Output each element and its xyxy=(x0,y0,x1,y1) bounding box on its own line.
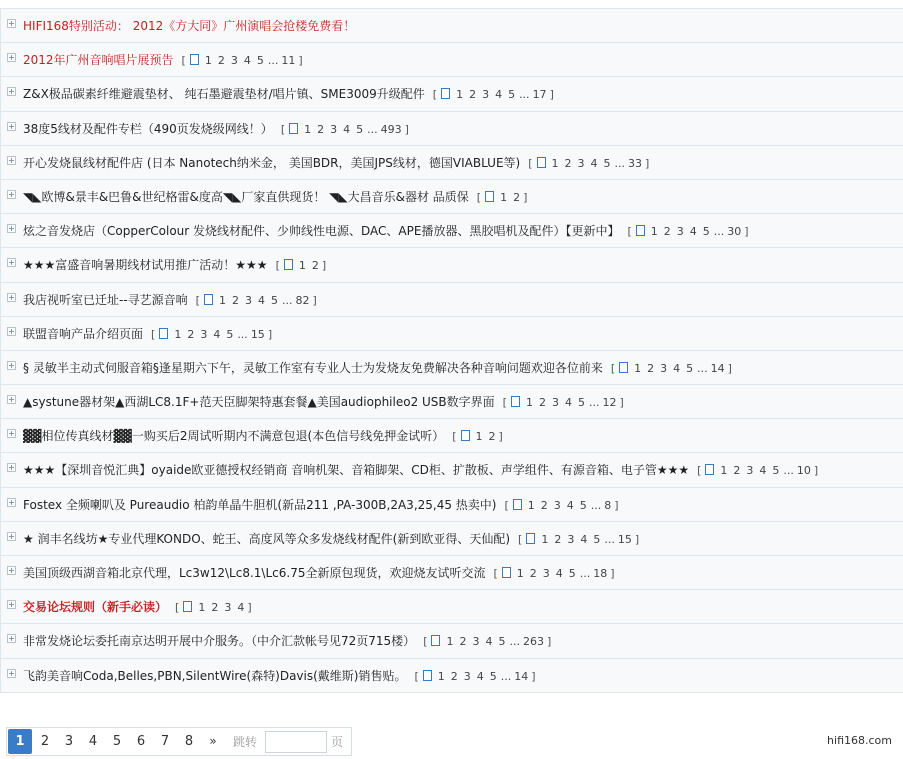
thread-title-line xyxy=(23,18,355,34)
thread-title-line xyxy=(23,565,615,582)
expand-icon[interactable] xyxy=(7,395,16,404)
thread-title-line xyxy=(23,292,317,309)
thread-page-link[interactable]: 4 xyxy=(673,361,681,375)
thread-page-links: [ 1 2 3 4 5 ... 493 ] xyxy=(280,122,409,136)
thread-page-link[interactable]: 4 xyxy=(343,122,351,136)
thread-page-link[interactable]: 2 xyxy=(529,567,537,580)
site-watermark: hifi168.com xyxy=(827,734,892,747)
page-link[interactable]: 3 xyxy=(64,734,74,749)
thread-page-link[interactable]: 3 xyxy=(482,88,490,102)
thread-title-link[interactable]: ◥◣欧博&景丰&巴鲁&世纪格雷&度高◥◣厂家直供现货！ ◥◣大昌音乐&器材 品质保 xyxy=(23,189,469,204)
thread-page-links: [ 1 2 3 4 5 ... 18 ] xyxy=(493,567,615,580)
thread-row xyxy=(0,9,903,43)
thread-page-link[interactable]: 3 xyxy=(542,567,550,580)
thread-page-links: [ 1 2 3 4 ] xyxy=(175,601,252,615)
thread-page-link[interactable]: 2 xyxy=(317,122,325,136)
multipage-icon xyxy=(513,499,522,510)
thread-title-link[interactable]: ▓▓相位传真线材▓▓一购买后2周试听期内不满意包退(本色信号线免押金试听） xyxy=(23,429,445,444)
expand-icon[interactable] xyxy=(7,600,16,609)
thread-page-links: [ 1 2 3 4 5 ... 8 ] xyxy=(504,498,619,512)
thread-page-link[interactable]: 5 xyxy=(603,156,611,170)
expand-icon[interactable] xyxy=(7,669,16,678)
thread-page-link[interactable]: 1 xyxy=(551,156,559,170)
thread-page-link[interactable]: 3 xyxy=(472,635,480,649)
thread-row xyxy=(0,317,903,351)
thread-title-link[interactable]: 2012年广州音响唱片展预告 xyxy=(23,53,174,68)
thread-title-line xyxy=(23,428,503,445)
thread-page-links: [ 1 2 3 4 5 ... 15 ] xyxy=(151,327,273,341)
thread-title-link[interactable]: 开心发烧鼠线材配件店 (日本 Nanotech纳米金， 美国BDR，美国JPS线材，德国VIABLUE等) xyxy=(23,155,521,170)
multipage-icon xyxy=(537,157,546,168)
thread-page-link[interactable]: 3 xyxy=(244,293,252,307)
thread-page-link[interactable]: 4 xyxy=(689,225,697,239)
jump-page-input[interactable] xyxy=(265,731,327,753)
thread-title-line xyxy=(23,497,619,514)
thread-page-link[interactable]: 2 xyxy=(469,88,477,102)
thread-last-page-link[interactable]: 18 xyxy=(593,567,608,580)
thread-row xyxy=(0,180,903,214)
page-link[interactable]: 5 xyxy=(112,734,122,749)
multipage-icon xyxy=(289,123,298,134)
thread-page-link[interactable]: 3 xyxy=(224,601,232,615)
page-link[interactable]: 2 xyxy=(40,734,50,749)
thread-title-link[interactable]: 38度5线材及配件专栏（490页发烧级网线！） xyxy=(23,121,273,136)
thread-page-link[interactable]: 4 xyxy=(476,669,484,683)
thread-page-link[interactable]: 3 xyxy=(200,327,208,341)
expand-icon[interactable] xyxy=(7,463,16,472)
thread-page-link[interactable]: 1 xyxy=(446,635,454,649)
thread-page-link[interactable]: 2 xyxy=(647,361,655,375)
thread-row xyxy=(0,351,903,385)
expand-icon[interactable] xyxy=(7,190,16,199)
thread-page-link[interactable]: 5 xyxy=(256,54,264,68)
thread-page-link[interactable]: 3 xyxy=(463,669,471,683)
thread-title-link[interactable]: 我店视听室已迁址--寻艺源音响 xyxy=(23,292,188,307)
thread-page-links: [ 1 2 3 4 5 ... 82 ] xyxy=(195,293,317,307)
thread-page-link[interactable]: 5 xyxy=(270,293,278,307)
thread-page-link[interactable]: 5 xyxy=(226,327,234,341)
thread-row xyxy=(0,283,903,317)
thread-row xyxy=(0,385,903,419)
thread-page-link[interactable]: 4 xyxy=(564,396,572,410)
multipage-icon xyxy=(204,294,213,305)
thread-title-link[interactable]: HIFI168特别活动： 2012《方大同》广州演唱会抢楼免费看！ xyxy=(23,19,356,33)
thread-page-link[interactable]: 2 xyxy=(217,54,225,68)
thread-page-link[interactable]: 4 xyxy=(590,156,598,170)
thread-title-line xyxy=(23,257,326,274)
thread-last-page-link[interactable]: 8 xyxy=(604,498,612,512)
thread-row xyxy=(0,214,903,248)
thread-last-page-link[interactable]: 30 xyxy=(727,225,742,239)
thread-page-link[interactable]: 5 xyxy=(579,498,587,512)
thread-page-link[interactable]: 2 xyxy=(540,498,548,512)
thread-last-page-link[interactable]: 33 xyxy=(628,156,643,170)
expand-icon[interactable] xyxy=(7,498,16,507)
multipage-icon xyxy=(441,88,450,99)
multipage-icon xyxy=(705,464,714,475)
thread-page-link[interactable]: 2 xyxy=(450,669,458,683)
multipage-icon xyxy=(502,567,511,578)
thread-last-page-link[interactable]: 263 xyxy=(522,635,544,649)
expand-icon[interactable] xyxy=(7,327,16,336)
thread-title-line xyxy=(23,599,252,616)
thread-title-line xyxy=(23,121,409,138)
multipage-icon xyxy=(190,54,199,65)
thread-row xyxy=(0,77,903,111)
thread-page-link[interactable]: 4 xyxy=(213,327,221,341)
thread-page-link[interactable]: 5 xyxy=(356,122,364,136)
thread-page-link[interactable]: 2 xyxy=(554,532,562,546)
thread-title-line xyxy=(23,462,818,479)
thread-row xyxy=(0,659,903,693)
thread-page-link[interactable]: 4 xyxy=(759,464,767,478)
thread-title-line xyxy=(23,155,649,172)
multipage-icon xyxy=(284,259,293,270)
thread-page-link[interactable]: 5 xyxy=(593,532,601,546)
page-links xyxy=(33,729,201,754)
expand-icon[interactable] xyxy=(7,429,16,438)
thread-page-links: [ 1 2 3 4 5 ... 33 ] xyxy=(528,156,650,170)
pagination xyxy=(6,727,352,756)
expand-icon[interactable] xyxy=(7,532,16,541)
multipage-icon xyxy=(511,396,520,407)
thread-page-link[interactable]: 1 xyxy=(304,122,312,136)
thread-last-page-link[interactable]: 14 xyxy=(514,669,529,683)
thread-page-links: [ 1 2 3 4 5 ... 10 ] xyxy=(697,464,819,478)
thread-page-link[interactable]: 5 xyxy=(508,88,516,102)
thread-page-link[interactable]: 3 xyxy=(746,464,754,478)
thread-page-links: [ 1 2 ] xyxy=(476,190,528,204)
multipage-icon xyxy=(526,533,535,544)
page-link[interactable]: 7 xyxy=(160,734,170,749)
thread-page-link[interactable]: 3 xyxy=(676,225,684,239)
thread-page-links: [ 1 2 3 4 5 ... 14 ] xyxy=(610,361,732,375)
thread-page-link[interactable]: 1 xyxy=(174,327,182,341)
thread-page-link[interactable]: 3 xyxy=(330,122,338,136)
thread-page-link[interactable]: 1 xyxy=(525,396,533,410)
thread-title-link[interactable]: 交易论坛规则（新手必读） xyxy=(23,600,168,615)
multipage-icon xyxy=(485,191,494,202)
thread-page-link[interactable]: 4 xyxy=(555,567,563,580)
thread-page-link[interactable]: 3 xyxy=(553,498,561,512)
multipage-icon xyxy=(183,601,192,612)
thread-page-link[interactable]: 4 xyxy=(566,498,574,512)
thread-page-link[interactable]: 1 xyxy=(527,498,535,512)
thread-title-line xyxy=(23,633,551,650)
thread-page-link[interactable]: 3 xyxy=(577,156,585,170)
thread-row xyxy=(0,624,903,658)
thread-page-link[interactable]: 1 xyxy=(204,54,212,68)
thread-page-link[interactable]: 5 xyxy=(702,225,710,239)
thread-last-page-link[interactable]: 11 xyxy=(281,54,296,68)
thread-page-link[interactable]: 5 xyxy=(498,635,506,649)
thread-page-link[interactable]: 5 xyxy=(489,669,497,683)
thread-page-link[interactable]: 2 xyxy=(459,635,467,649)
multipage-icon xyxy=(431,635,440,646)
thread-page-link[interactable]: 4 xyxy=(495,88,503,102)
expand-icon[interactable] xyxy=(7,122,16,131)
expand-icon[interactable] xyxy=(7,156,16,165)
thread-row xyxy=(0,419,903,453)
thread-page-link[interactable]: 1 xyxy=(720,464,728,478)
page-current[interactable]: 1 xyxy=(8,729,32,754)
thread-title-link[interactable]: ★★★富盛音响暑期线材试用推广活动！★★★ xyxy=(23,258,268,273)
thread-page-link[interactable]: 1 xyxy=(634,361,642,375)
thread-title-link[interactable]: Z&X极品碳素纤维避震垫材、 纯石墨避震垫材/唱片镇、SME3009升级配件 xyxy=(23,87,425,102)
expand-icon[interactable] xyxy=(7,566,16,575)
thread-page-link[interactable]: 2 xyxy=(211,601,219,615)
thread-title-line xyxy=(23,668,536,685)
thread-title-link[interactable]: ▲systune器材架▲西湖LC8.1F+范天臣脚架特惠套餐▲美国audiophileo2 USB数字界面 xyxy=(23,395,495,410)
thread-page-links: [ 1 2 3 4 5 ... 11 ] xyxy=(181,54,303,68)
thread-last-page-link[interactable]: 14 xyxy=(710,361,725,375)
thread-row xyxy=(0,488,903,522)
thread-row xyxy=(0,453,903,487)
thread-page-link[interactable]: 2 xyxy=(733,464,741,478)
thread-page-link[interactable]: 3 xyxy=(230,54,238,68)
thread-last-page-link[interactable]: 493 xyxy=(380,122,402,136)
thread-page-link[interactable]: 3 xyxy=(551,396,559,410)
thread-page-link[interactable]: 4 xyxy=(257,293,265,307)
thread-page-link[interactable]: 4 xyxy=(243,54,251,68)
thread-page-link[interactable]: 1 xyxy=(500,190,508,204)
thread-page-link[interactable]: 1 xyxy=(456,88,464,102)
thread-title-link[interactable]: Fostex 全频喇叭及 Pureaudio 柏韵单晶牛胆机(新品211 ,PA-300B,2A3,25,45 热卖中) xyxy=(23,497,497,512)
thread-title-line xyxy=(23,189,527,206)
thread-row xyxy=(0,522,903,556)
page-link[interactable]: 6 xyxy=(136,734,146,749)
thread-page-link[interactable]: 4 xyxy=(485,635,493,649)
thread-title-line xyxy=(23,86,554,103)
thread-page-link[interactable]: 2 xyxy=(187,327,195,341)
thread-title-line xyxy=(23,326,272,343)
thread-page-link[interactable]: 3 xyxy=(660,361,668,375)
thread-page-link[interactable]: 1 xyxy=(437,669,445,683)
thread-page-links: [ 1 2 3 4 5 ... 15 ] xyxy=(518,532,640,546)
expand-icon[interactable] xyxy=(7,361,16,370)
thread-title-link[interactable]: 炫之音发烧店（CopperColour 发烧线材配件、少帅线性电源、DAC、APE播放器、黑胶唱机及配件）【更新中】 xyxy=(23,224,620,239)
thread-page-links: [ 1 2 3 4 5 ... 12 ] xyxy=(502,396,624,410)
thread-page-link[interactable]: 2 xyxy=(513,190,521,204)
thread-page-links: [ 1 2 3 4 5 ... 17 ] xyxy=(432,88,554,102)
thread-page-link[interactable]: 4 xyxy=(237,601,245,615)
thread-page-links: [ 1 2 3 4 5 ... 263 ] xyxy=(423,635,552,649)
thread-page-link[interactable]: 5 xyxy=(772,464,780,478)
thread-title-line xyxy=(23,223,749,240)
thread-row xyxy=(0,112,903,146)
thread-page-links: [ 1 2 ] xyxy=(275,259,327,273)
thread-last-page-link[interactable]: 10 xyxy=(796,464,811,478)
thread-title-link[interactable]: 美国顶级西湖音箱北京代理，Lc3w12\Lc8.1\Lc6.75全新原包现货，欢迎烧友试听交流 xyxy=(23,566,486,580)
expand-icon[interactable] xyxy=(7,87,16,96)
multipage-icon xyxy=(461,430,470,441)
multipage-icon xyxy=(619,362,628,373)
thread-page-links: [ 1 2 3 4 5 ... 14 ] xyxy=(414,669,536,683)
thread-page-link[interactable]: 5 xyxy=(686,361,694,375)
page-unit-label: 页 xyxy=(331,735,344,749)
thread-title-line xyxy=(23,394,624,411)
thread-page-link[interactable]: 2 xyxy=(488,430,496,444)
thread-title-link[interactable]: 非常发烧论坛委托南京达明开展中介服务。（中介汇款帐号见72页715楼） xyxy=(23,634,416,649)
thread-list xyxy=(0,8,903,693)
page-link[interactable]: 4 xyxy=(88,734,98,749)
thread-last-page-link[interactable]: 15 xyxy=(617,532,632,546)
next-page-button[interactable]: » xyxy=(209,734,217,748)
expand-icon[interactable] xyxy=(7,634,16,643)
thread-page-link[interactable]: 1 xyxy=(650,225,658,239)
thread-title-link[interactable]: 联盟音响产品介绍页面 xyxy=(23,326,144,341)
multipage-icon xyxy=(159,328,168,339)
thread-page-link[interactable]: 2 xyxy=(564,156,572,170)
thread-title-link[interactable]: ★★★【深圳音悦汇典】oyaide欧亚德授权经销商 音响机架、音箱脚架、CD柜、扩散板、声学组件、有源音箱、电子管★★★ xyxy=(23,463,690,478)
thread-page-links: [ 1 2 ] xyxy=(452,430,503,444)
thread-page-link[interactable]: 1 xyxy=(541,532,549,546)
jump-label: 跳转 xyxy=(233,735,258,749)
thread-page-link[interactable]: 2 xyxy=(663,225,671,239)
expand-icon[interactable] xyxy=(7,53,16,62)
thread-last-page-link[interactable]: 15 xyxy=(250,327,265,341)
thread-title-line xyxy=(23,360,732,377)
expand-icon[interactable] xyxy=(7,224,16,233)
thread-row xyxy=(0,556,903,590)
thread-row xyxy=(0,146,903,180)
thread-page-link[interactable]: 4 xyxy=(580,532,588,546)
thread-row xyxy=(0,590,903,624)
thread-page-link[interactable]: 1 xyxy=(475,430,483,444)
expand-icon[interactable] xyxy=(7,19,16,28)
thread-page-link[interactable]: 1 xyxy=(298,259,306,273)
thread-page-links: [ 1 2 3 4 5 ... 30 ] xyxy=(627,225,749,239)
thread-title-link[interactable]: § 灵敏半主动式伺服音箱§逢星期六下午，灵敏工作室有专业人士为发烧友免费解决各种音响问题欢迎各位前来 xyxy=(23,360,603,375)
thread-title-link[interactable]: 飞韵美音响Coda,Belles,PBN,SilentWire(森特)Davis(戴维斯)销售贴。 xyxy=(23,668,407,683)
thread-last-page-link[interactable]: 17 xyxy=(532,88,547,102)
thread-row xyxy=(0,248,903,282)
thread-title-line xyxy=(23,531,639,548)
thread-page-link[interactable]: 2 xyxy=(538,396,546,410)
thread-page-link[interactable]: 2 xyxy=(231,293,239,307)
expand-icon[interactable] xyxy=(7,258,16,267)
thread-page-link[interactable]: 3 xyxy=(567,532,575,546)
page-link[interactable]: 8 xyxy=(184,734,194,749)
thread-page-link[interactable]: 5 xyxy=(568,567,576,580)
thread-title-line xyxy=(23,52,303,69)
thread-page-link[interactable]: 1 xyxy=(218,293,226,307)
thread-page-link[interactable]: 1 xyxy=(516,567,524,580)
multipage-icon xyxy=(636,225,645,236)
expand-icon[interactable] xyxy=(7,293,16,302)
thread-last-page-link[interactable]: 82 xyxy=(295,293,310,307)
thread-last-page-link[interactable]: 12 xyxy=(602,396,617,410)
thread-title-link[interactable]: ★ 润丰名线坊★专业代理KONDO、蛇王、高度风等众多发烧线材配件(新到欧亚得、天仙配) xyxy=(23,531,511,546)
thread-row xyxy=(0,43,903,77)
multipage-icon xyxy=(423,670,432,681)
thread-page-link[interactable]: 5 xyxy=(577,396,585,410)
thread-page-link[interactable]: 1 xyxy=(198,601,206,615)
thread-page-link[interactable]: 2 xyxy=(311,259,319,273)
